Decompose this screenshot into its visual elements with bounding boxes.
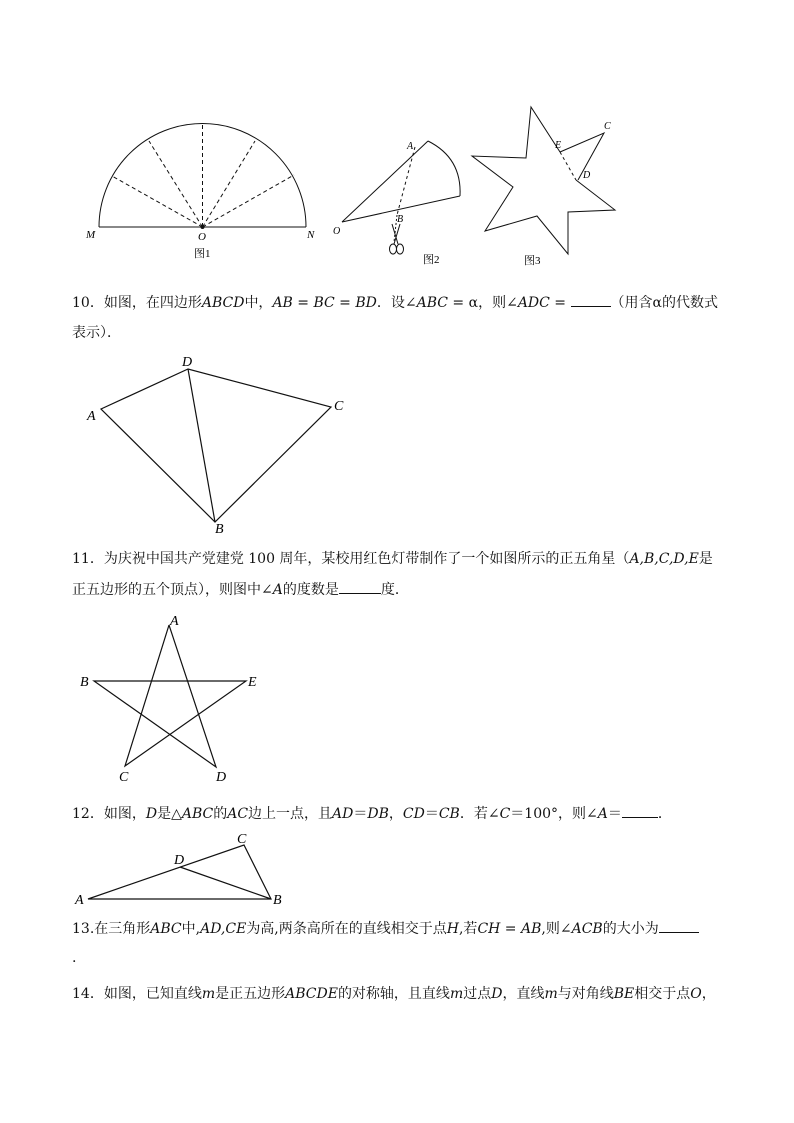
q12-label-C: C: [237, 832, 247, 847]
q10-line-2: 表示）．: [72, 325, 121, 341]
q13-answer-blank[interactable]: [659, 918, 699, 933]
figure-3: [472, 107, 615, 254]
fig1-label-O: O: [198, 231, 206, 243]
q11-label-A: A: [170, 614, 179, 629]
fig1-point-O: [201, 226, 204, 229]
q12-answer-blank[interactable]: [622, 803, 658, 818]
scissors-icon: [390, 224, 404, 254]
fig3-label-E: E: [555, 140, 562, 151]
top-figures: [0, 0, 794, 280]
fig2-label-O: O: [333, 226, 341, 237]
q12-triangle-ABC: [88, 845, 271, 899]
fig3-label-C: C: [604, 121, 611, 132]
figure-1: [99, 123, 306, 228]
q10-answer-blank[interactable]: [571, 292, 611, 307]
q10-label-D: D: [182, 355, 193, 370]
q10-quadrilateral: [101, 369, 331, 522]
fig1-ray-1: [112, 176, 203, 227]
q10-label-C: C: [334, 399, 344, 414]
fig1-ray-2: [149, 141, 203, 227]
q11-answer-blank[interactable]: [339, 579, 381, 594]
fig1-ray-4: [203, 141, 256, 227]
q13-line-2: .: [72, 950, 77, 966]
q10-line-1: 10．如图，在四边形ABCD中，AB = BC = BD．设∠ABC = α，则∠ADC = （用含α的代数式: [72, 292, 718, 313]
fig1-label-N: N: [307, 229, 315, 241]
q10-diagonal-BD: [188, 369, 215, 522]
q14-line-1: 14．如图，已知直线m是正五边形ABCDE的对称轴，且直线m过点D，直线m与对角线BE相交于点O，: [72, 986, 716, 1002]
q11-label-C: C: [119, 770, 129, 785]
q13-line-1: 13.在三角形ABC中,AD,CE为高,两条高所在的直线相交于点H,若CH = AB,则∠ACB的大小为: [72, 918, 699, 939]
fig3-flap: [560, 133, 604, 180]
figure-2: [342, 141, 460, 242]
fig3-label-D: D: [583, 170, 591, 181]
fig2-label-A: A: [407, 141, 414, 152]
fig2-cut-line: [397, 147, 415, 215]
q11-line-2: 正五边形的五个顶点），则图中∠A的度数是 度．: [72, 579, 409, 600]
fig3-caption: 图3: [524, 255, 541, 267]
q12-segment-DB: [180, 867, 271, 899]
fig1-caption: 图1: [194, 248, 211, 260]
q11-label-E: E: [248, 675, 257, 690]
fig3-star-outline: [472, 107, 615, 254]
fig2-caption: 图2: [423, 254, 440, 266]
fig3-fold-line: [560, 152, 576, 180]
fig1-label-M: M: [86, 229, 96, 241]
fig2-arc: [428, 141, 460, 196]
q12-label-B: B: [273, 893, 282, 908]
q11-pentagram: [94, 625, 246, 767]
q10-label-B: B: [215, 522, 224, 537]
q12-label-D: D: [174, 853, 185, 868]
fig2-side-OA: [342, 141, 428, 222]
fig2-label-B: B: [397, 214, 404, 225]
fig1-ray-5: [203, 175, 295, 227]
q12-label-A: A: [75, 893, 84, 908]
q11-label-D: D: [216, 770, 227, 785]
q12-line-1: 12．如图，D是△ABC的AC边上一点，且AD＝DB，CD＝CB．若∠C＝100°，则∠A＝ ．: [72, 803, 672, 824]
q10-label-A: A: [87, 409, 96, 424]
q11-line-1: 11．为庆祝中国共产党建党 100 周年，某校用红色灯带制作了一个如图所示的正五角星（A,B,C,D,E是: [72, 551, 713, 567]
q11-label-B: B: [80, 675, 89, 690]
